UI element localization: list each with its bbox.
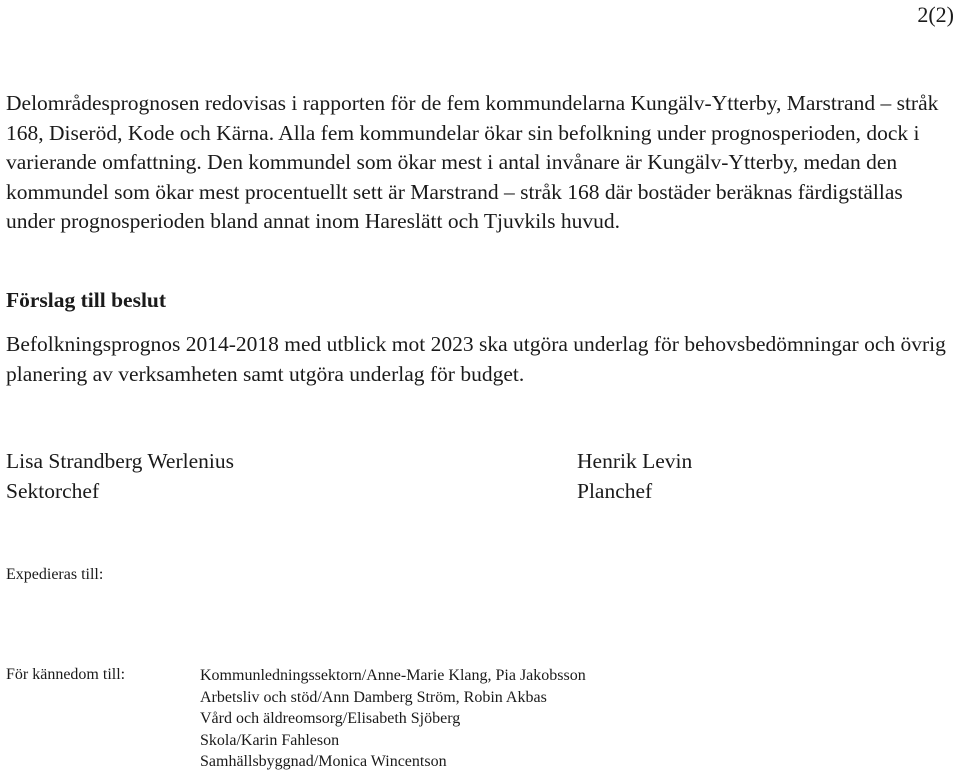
list-item: Kommunledningssektorn/Anne-Marie Klang, Pia Jakobsson [200,667,586,684]
list-item: Samhällsbyggnad/Monica Wincentson [200,753,447,770]
decision-text: Befolkningsprognos 2014-2018 med utblick mot 2023 ska utgöra underlag för behovsbedömningar och övrig planering av verksamheten samt utgöra underlag för budget. [6,332,946,386]
expedieras-label: Expedieras till: [6,566,104,583]
signer-title: Planchef [577,478,653,503]
signer-block-right [577,447,692,506]
page-number: 2(2) [917,2,954,27]
signer-title: Sektorchef [6,478,100,503]
signer-name: Lisa Strandberg Werlenius [6,449,234,473]
list-item: Arbetsliv och stöd/Ann Damberg Ström, Robin Akbas [200,688,547,706]
list-item: Skola/Karin Fahleson [200,731,340,749]
kannedom-label: För kännedom till: [6,666,126,683]
decision-heading: Förslag till beslut [6,288,167,312]
list-item: Vård och äldreomsorg/Elisabeth Sjöberg [200,710,461,727]
signer-block-left [6,447,234,506]
intro-paragraph: Delområdesprognosen redovisas i rapporten för de fem kommundelarna Kungälv-Ytterby, Marstrand – stråk 168, Diseröd, Kode och Kärna. Alla fem kommundelar ökar sin befolkning under prognosperioden, dock i varierande omfattning. Den kommundel som ökar mest i antal invånare är Kungälv-Ytterby, medan den kommundel som ökar mest procentuellt sett är Marstrand – stråk 168 där bostäder beräknas färdigställas under prognosperioden bland annat inom Hareslätt och Tjuvkils huvud. [6,91,939,233]
signer-name: Henrik Levin [577,449,693,473]
kannedom-recipient-list [200,665,586,773]
